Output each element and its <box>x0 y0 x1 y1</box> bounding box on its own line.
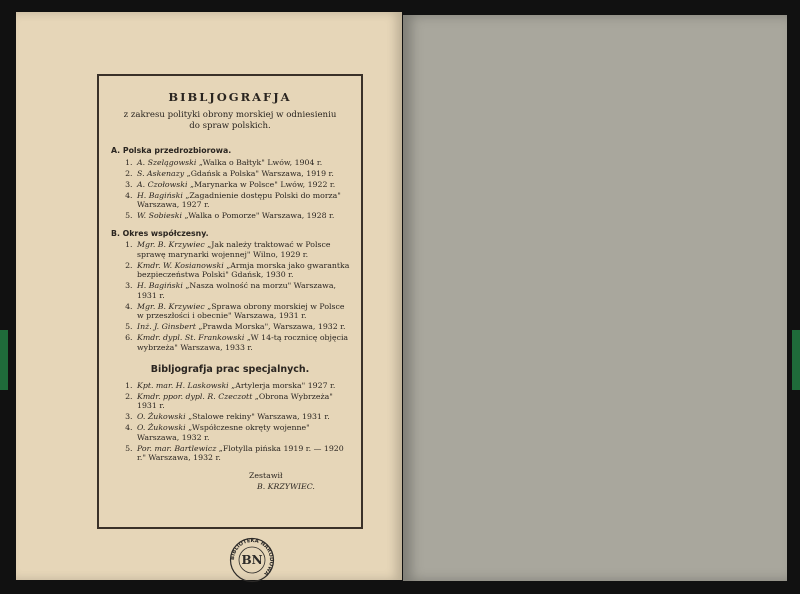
list-item <box>135 333 351 352</box>
entry-text: „Sprawa obrony morskiej w Polsce w przeszłości i obecnie" Warszawa, 1931 r. <box>137 301 345 321</box>
list-item <box>135 444 351 463</box>
section-a-heading: A. Polska przedrozbiorowa. <box>111 146 232 156</box>
list-item <box>135 261 351 280</box>
entry-author: H. Bagiński <box>137 281 183 291</box>
entry-author: S. Askenazy <box>137 168 185 178</box>
list-item <box>135 180 351 190</box>
compiled-by-label: Zestawił <box>249 470 283 480</box>
entry-author: Inż. J. Ginsbert <box>137 322 196 332</box>
left-edge-marker <box>0 330 8 390</box>
entry-text: „Walka o Pomorze" Warszawa, 1928 r. <box>181 211 335 221</box>
subtitle-line-1: z zakresu polityki obrony morskiej w odniesieniu <box>123 110 337 121</box>
entry-author: W. Sobieski <box>137 211 182 221</box>
right-page-cover <box>403 15 787 581</box>
entry-text: „Marynarka w Polsce" Lwów, 1922 r. <box>187 179 336 189</box>
entry-text: „Artylerja morska" 1927 r. <box>228 380 336 390</box>
page-title: BIBLJOGRAFJA <box>168 90 292 104</box>
list-item <box>135 191 351 210</box>
section-b-heading: B. Okres współczesny. <box>111 228 209 238</box>
entry-text: „Prawda Morska", Warszawa, 1932 r. <box>195 322 346 332</box>
left-page <box>16 12 402 580</box>
entry-text: „Gdańsk a Polska" Warszawa, 1919 r. <box>184 168 334 178</box>
list-item <box>135 392 351 411</box>
entry-text: „Zagadnienie dostępu Polski do morza" Warszawa, 1927 r. <box>137 190 341 210</box>
entry-author: Kmdr. W. Kosianowski <box>137 260 224 270</box>
compiler-name: B. KRZYWIEC. <box>257 482 315 492</box>
entry-author: Mgr. B. Krzywiec <box>137 301 205 311</box>
entry-text: „Nasza wolność na morzu" Warszawa, 1931 r. <box>137 281 336 300</box>
section-c-heading: Bibljografja prac specjalnych. <box>150 364 310 376</box>
stamp-ring-text: BIBLIOTEKA NARODOWA <box>229 537 275 577</box>
page-subtitle <box>109 110 351 132</box>
entry-author: Mgr. B. Krzywiec <box>137 240 205 250</box>
list-item <box>135 169 351 179</box>
right-edge-marker <box>792 330 800 390</box>
section-c-list <box>109 381 351 463</box>
list-item <box>135 412 351 422</box>
entry-text: „Armja morska jako gwarantka bezpieczeństwa Polski" Gdańsk, 1930 r. <box>137 260 350 280</box>
entry-text: „W 14-tą rocznicę objęcia wybrzeża" Warszawa, 1933 r. <box>137 333 349 352</box>
entry-author: Kmdr. ppor. dypl. R. Czeczott <box>137 391 253 401</box>
list-item <box>135 158 351 168</box>
bibliography-frame <box>97 74 363 529</box>
entry-text: „Współczesne okręty wojenne" Warszawa, 1932 r. <box>137 423 310 442</box>
stamp-initials: BN <box>241 553 263 567</box>
list-item <box>135 240 351 259</box>
list-item <box>135 381 351 391</box>
list-item <box>135 423 351 442</box>
entry-author: O. Żukowski <box>137 423 186 433</box>
entry-author: Kmdr. dypl. St. Frankowski <box>137 333 245 343</box>
entry-text: „Stalowe rekiny" Warszawa, 1931 r. <box>185 412 330 422</box>
entry-author: O. Żukowski <box>137 412 186 422</box>
entry-text: „Walka o Bałtyk" Lwów, 1904 r. <box>196 157 323 167</box>
library-stamp-icon <box>229 537 275 583</box>
entry-text: „Jak należy traktować w Polsce sprawę marynarki wojennej" Wilno, 1929 r. <box>137 240 331 259</box>
list-item <box>135 302 351 321</box>
section-b-list <box>109 240 351 352</box>
list-item <box>135 281 351 300</box>
entry-author: H. Bagiński <box>137 190 183 200</box>
entry-author: Kpt. mar. H. Laskowski <box>137 380 229 390</box>
list-item <box>135 211 351 221</box>
section-a-list <box>109 158 351 221</box>
subtitle-line-2: do spraw polskich. <box>189 121 271 132</box>
entry-author: A. Czołowski <box>137 179 188 189</box>
list-item <box>135 322 351 332</box>
entry-author: A. Szelągowski <box>137 157 197 167</box>
entry-author: Por. mar. Bartlewicz <box>137 443 217 453</box>
entry-text: „Obrona Wybrzeża" 1931 r. <box>137 391 333 411</box>
entry-text: „Flotylla pińska 1919 r. — 1920 r." Warszawa, 1932 r. <box>137 443 344 463</box>
